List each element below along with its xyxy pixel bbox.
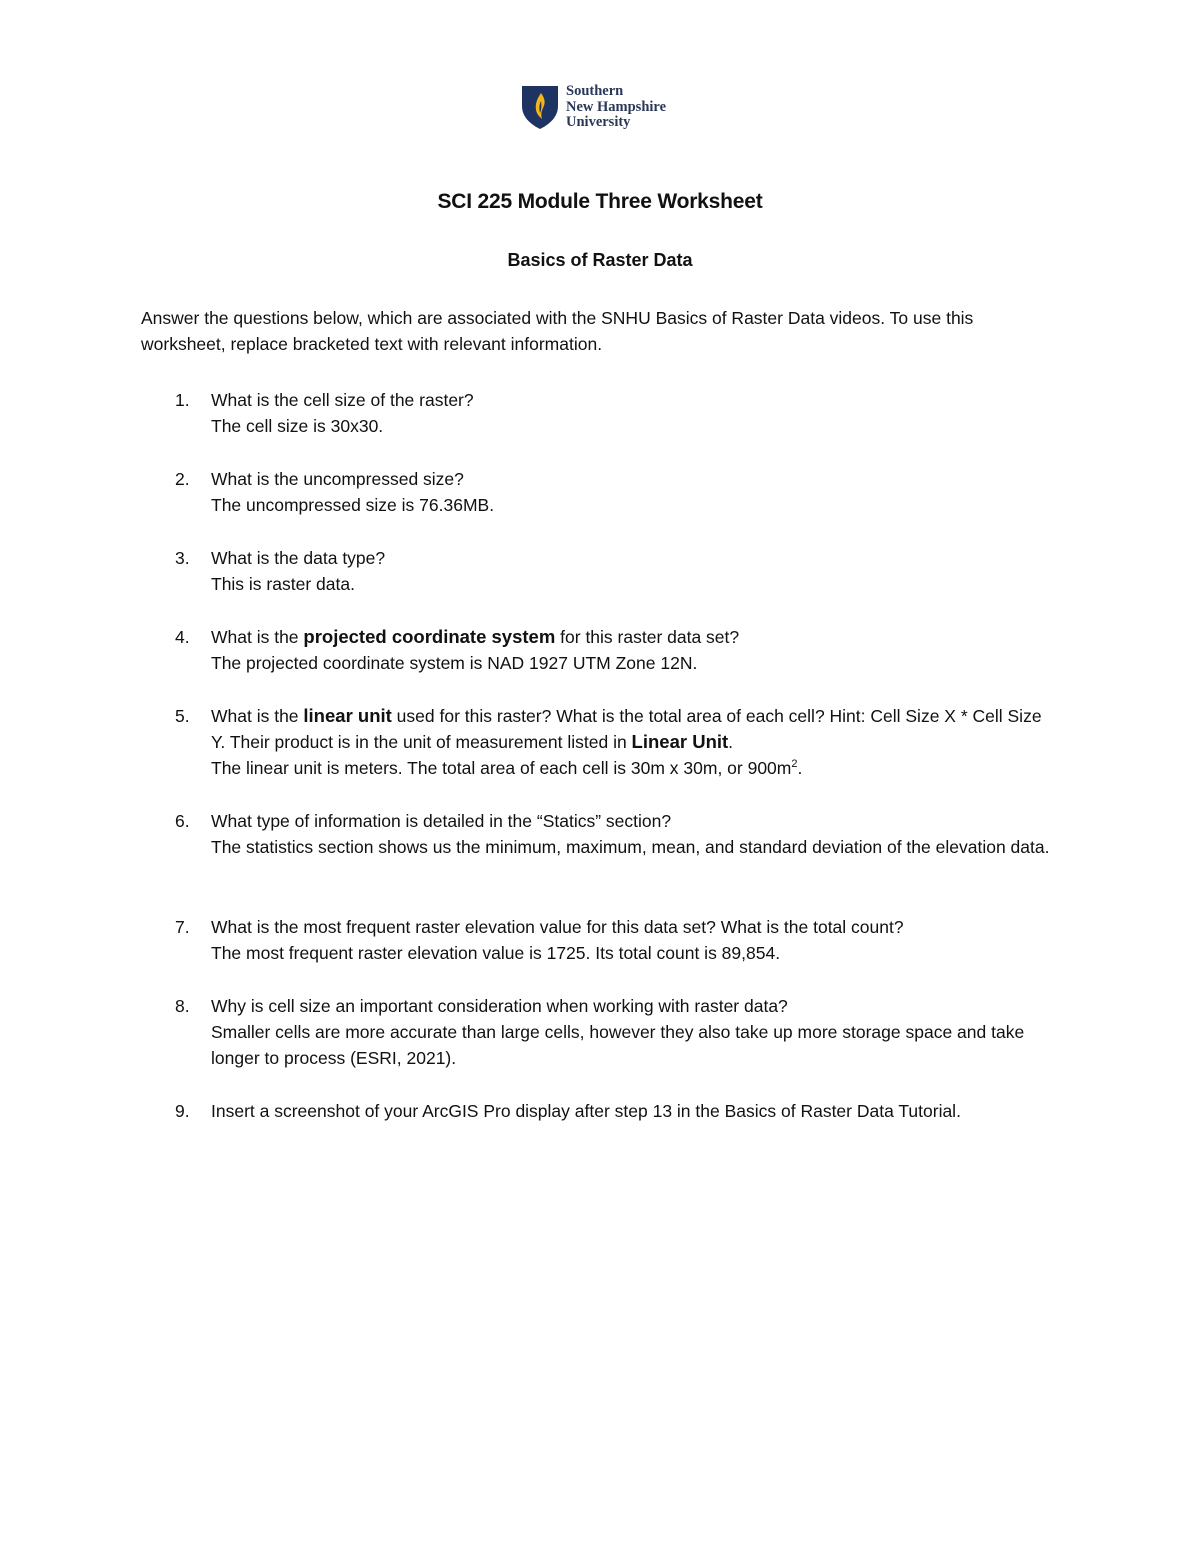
- question-item-9: [175, 1098, 1055, 1124]
- worksheet-title: SCI 225 Module Three Worksheet: [437, 190, 763, 213]
- question-bold-term: projected coordinate system: [303, 626, 556, 647]
- question-number: 3.: [175, 548, 190, 568]
- shield-logo-icon: [520, 84, 560, 130]
- question-item-3: [175, 545, 1055, 597]
- answer-text-part: The linear unit is meters. The total area of each cell is 30m x 30m, or 900m: [211, 758, 792, 778]
- question-text-part: .: [728, 732, 734, 752]
- question-item-8: [175, 993, 1055, 1071]
- question-text: [211, 703, 1055, 755]
- answer-text: The statistics section shows us the minimum, maximum, mean, and standard deviation of the elevation data.: [211, 837, 1050, 857]
- university-logo: [520, 84, 690, 134]
- question-text: What is the cell size of the raster?: [211, 390, 474, 410]
- question-text-part: for this raster data set?: [555, 627, 740, 647]
- answer-text-part: .: [797, 758, 803, 778]
- answer-text: This is raster data.: [211, 574, 355, 594]
- question-text: Why is cell size an important consideration when working with raster data?: [211, 996, 788, 1016]
- question-text: What is the most frequent raster elevation value for this data set? What is the total count?: [211, 917, 904, 937]
- question-bold-term: Linear Unit: [631, 731, 729, 752]
- question-number: 8.: [175, 996, 190, 1016]
- question-item-1: [175, 387, 1055, 439]
- logo-wordmark: [566, 84, 666, 131]
- logo-line-1: Southern: [566, 83, 624, 99]
- instructions-paragraph: Answer the questions below, which are associated with the SNHU Basics of Raster Data videos. To use this worksheet, replace bracketed text with relevant information.: [141, 308, 974, 354]
- answer-text: The cell size is 30x30.: [211, 416, 384, 436]
- question-text: What is the data type?: [211, 548, 386, 568]
- question-item-6: [175, 808, 1055, 860]
- answer-text: The most frequent raster elevation value is 1725. Its total count is 89,854.: [211, 943, 781, 963]
- question-item-5: [175, 703, 1055, 781]
- question-number: 6.: [175, 811, 190, 831]
- question-number: 2.: [175, 469, 190, 489]
- question-number: 5.: [175, 706, 190, 726]
- question-text-part: used for this raster? What is the total area of each cell? Hint: Cell Size X * Cell Size Y. Their product is in the unit of measurement listed in: [211, 706, 1042, 752]
- answer-text: Smaller cells are more accurate than large cells, however they also take up more storage space and take longer to process (ESRI, 2021).: [211, 1022, 1025, 1068]
- question-number: 4.: [175, 627, 190, 647]
- question-text-part: What is the: [211, 627, 304, 647]
- question-item-7: [175, 914, 1055, 966]
- answer-text: [211, 755, 1055, 781]
- answer-text: The uncompressed size is 76.36MB.: [211, 495, 495, 515]
- logo-line-3: University: [566, 114, 631, 130]
- question-text-part: What is the: [211, 706, 304, 726]
- answer-text: The projected coordinate system is NAD 1927 UTM Zone 12N.: [211, 653, 698, 673]
- worksheet-subtitle: Basics of Raster Data: [507, 250, 693, 270]
- logo-line-2: New Hampshire: [566, 98, 667, 115]
- question-text: [211, 624, 1055, 650]
- question-text: What type of information is detailed in the “Statics” section?: [211, 811, 672, 831]
- question-text: Insert a screenshot of your ArcGIS Pro display after step 13 in the Basics of Raster Data Tutorial.: [211, 1101, 961, 1121]
- question-number: 9.: [175, 1101, 190, 1121]
- question-bold-term: linear unit: [303, 705, 392, 726]
- question-item-2: [175, 466, 1055, 518]
- question-number: 1.: [175, 390, 190, 410]
- question-item-4: [175, 624, 1055, 676]
- superscript: 2: [791, 758, 798, 771]
- question-text: What is the uncompressed size?: [211, 469, 464, 489]
- question-number: 7.: [175, 917, 190, 937]
